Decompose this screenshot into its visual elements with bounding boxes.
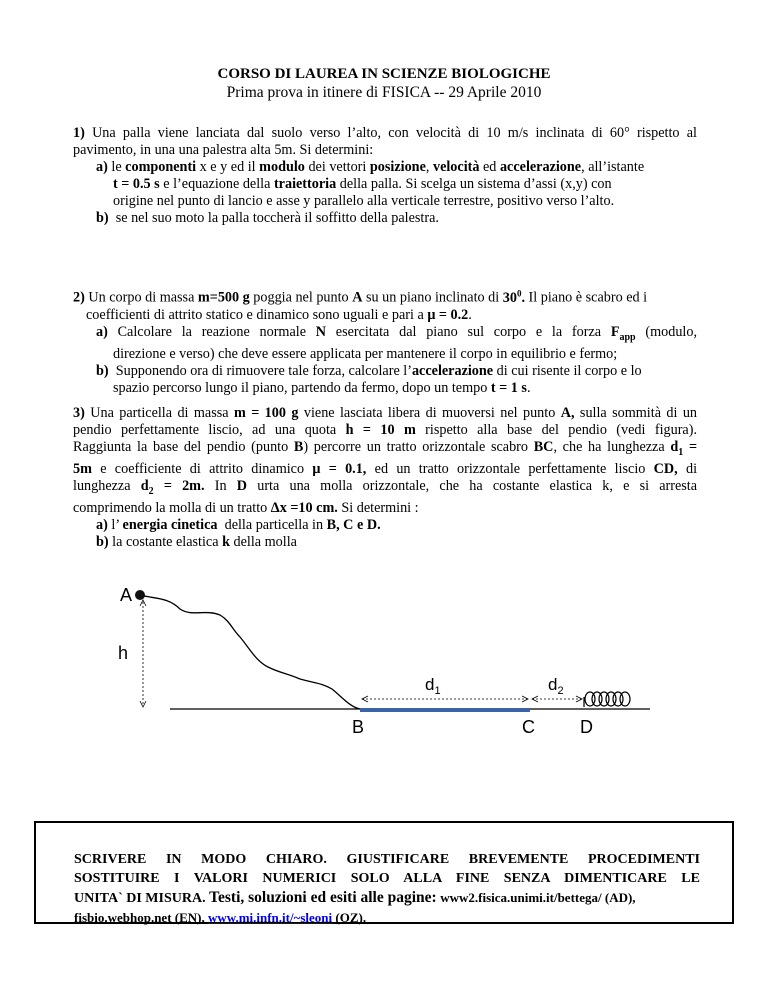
label-d2: $d_2$ (548, 675, 564, 697)
q3-line-2: pendio perfettamente liscio, ad una quota h = 10 m rispetto alla base del pendio (vedi figura). (73, 422, 697, 438)
label-d1: $d_1$ (425, 675, 441, 697)
slope-curve (140, 595, 360, 709)
q1-item-a: a) le componenti x e y ed il modulo dei vettori posizione, velocità ed accelerazione, all’istante (96, 159, 645, 175)
question-2 (73, 285, 697, 397)
q3-line-6: comprimendo la molla di un tratto Δx =10 cm. Si determini : (73, 499, 419, 516)
label-b: B (352, 717, 365, 737)
ball-point-a (135, 590, 145, 600)
page-subtitle: Prima prova in itinere di FISICA -- 29 Aprile 2010 (226, 84, 542, 101)
q1-line-1: 1) Una palla viene lanciata dal suolo verso l’alto, con velocità di 10 m/s inclinata di 60° rispetto al (73, 125, 697, 141)
notice-line-3: UNITA` DI MISURA. Testi, soluzioni ed esiti alle pagine: www2.fisica.unimi.it/bettega/ (AD), (74, 889, 636, 906)
q2-line-2: coefficienti di attrito statico e dinamico sono uguali e pari a μ = 0.2. (86, 306, 472, 323)
slope-figure (110, 575, 660, 745)
q1-line-2: pavimento, in una una palestra alta 5m. Si determini: (73, 142, 374, 158)
q3-item-a: a) l’ energia cinetica della particella in B, C e D. (96, 516, 381, 533)
notice-box (34, 821, 734, 924)
spring-icon (584, 692, 630, 707)
label-d: D (580, 717, 593, 737)
notice-line-1: SCRIVERE IN MODO CHIARO. GIUSTIFICARE BREVEMENTE PROCEDIMENTI (74, 852, 700, 867)
sleoni-link[interactable]: www.mi.infn.it/~sleoni (208, 910, 333, 925)
question-3 (73, 405, 697, 551)
label-a: A (120, 585, 133, 605)
q2-item-b: b) Supponendo ora di rimuovere tale forza, calcolare l’accelerazione di cui risente il corpo e lo (96, 362, 642, 379)
notice-line-4: fisbio.webhop.net (EN), www.mi.infn.it/~sleoni (OZ). (74, 910, 367, 925)
q3-line-4: 5m e coefficiente di attrito dinamico μ = 0.1, ed un tratto orizzontale perfettamente liscio CD, di (73, 460, 698, 477)
question-1 (73, 125, 697, 227)
q2-item-a-cont: direzione e verso) che deve essere applicata per mantenere il corpo in equilibrio e fermo; (113, 345, 618, 362)
q1-item-b: b) se nel suo moto la palla toccherà il soffitto della palestra. (96, 210, 439, 226)
label-h: h (118, 643, 129, 663)
page-title: CORSO DI LAUREA IN SCIENZE BIOLOGICHE (217, 66, 551, 82)
label-c: C (522, 717, 535, 737)
q3-line-1: 3) Una particella di massa m = 100 g viene lasciata libera di muoversi nel punto A, sulla sommità di un (73, 405, 698, 421)
q3-line-5: lunghezza $d_2 = 2m$. In D urta una molla orizzontale, che ha costante elastica k, e si arresta (73, 477, 698, 497)
q1-item-a-cont: t = 0.5 s e l’equazione della traiettoria della palla. Si scelga un sistema d’assi (x,y) con (113, 176, 612, 192)
q2-line-1: 2) Un corpo di massa m=500 g poggia nel punto A su un piano inclinato di $30^0$. Il piano è scabro ed i (73, 288, 648, 306)
notice-line-2: SOSTITUIRE I VALORI NUMERICI SOLO ALLA FINE SENZA DIMENTICARE LE (74, 871, 700, 886)
q3-item-b: b) la costante elastica k della molla (96, 533, 297, 550)
q1-item-a-cont2: origine nel punto di lancio e asse y parallelo alla verticale terrestre, positivo verso l’alto. (113, 193, 615, 209)
q2-item-b-cont: spazio percorso lungo il piano, partendo da fermo, dopo un tempo t = 1 s. (113, 379, 531, 396)
q2-item-a: a) Calcolare la reazione normale N esercitata dal piano sul corpo e la forza $F_{app}$ (modulo, (96, 323, 698, 343)
q3-line-3: Raggiunta la base del pendio (punto B) percorre un tratto orizzontale scabro BC, che ha lunghezza $d_1$ = (73, 439, 698, 458)
